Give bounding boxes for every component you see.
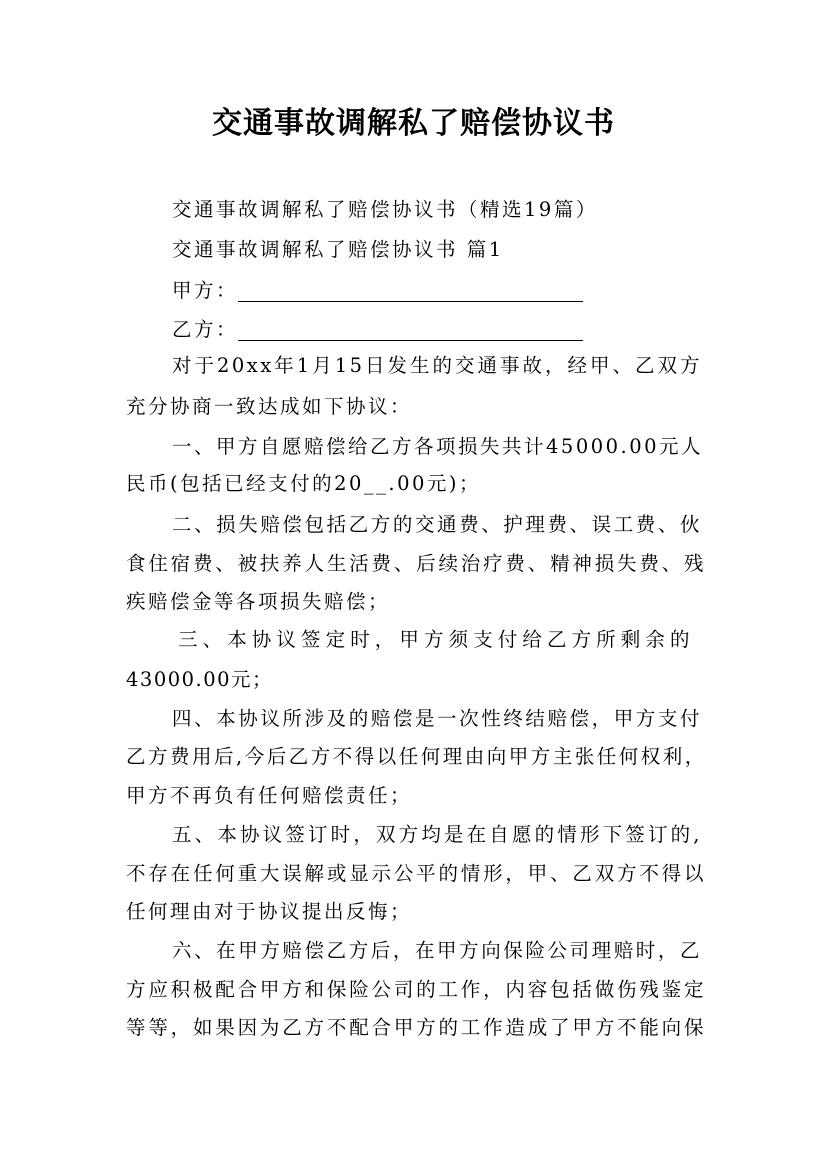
party-a-label: 甲方： <box>172 279 239 302</box>
party-b-line <box>172 312 752 348</box>
paragraph-line: 一、甲方自愿赔偿给乙方各项损失共计45000.00元人 <box>172 435 704 458</box>
paragraph-line: 43000.00元； <box>126 668 274 691</box>
party-b-blank <box>238 318 583 341</box>
paragraph-line: 六、在甲方赔偿乙方后，在甲方向保险公司理赔时，乙 <box>172 939 702 962</box>
party-a-line <box>172 273 752 309</box>
paragraph-line: 二、损失赔偿包括乙方的交通费、护理费、误工费、伙 <box>172 513 702 536</box>
party-a-blank <box>238 279 583 302</box>
document-title: 交通事故调解私了赔偿协议书 <box>212 106 615 141</box>
paragraph-line: 民币(包括已经支付的20__.00元)； <box>126 472 482 495</box>
document-subtitle: 交通事故调解私了赔偿协议书（精选19篇） <box>172 198 598 221</box>
paragraph-line: 三、本协议签定时，甲方须支付给乙方所剩余的 <box>178 628 692 651</box>
paragraph-line: 四、本协议所涉及的赔偿是一次性终结赔偿，甲方支付 <box>172 707 702 730</box>
paragraph-line: 任何理由对于协议提出反悔； <box>126 900 413 923</box>
section-heading: 交通事故调解私了赔偿协议书 篇1 <box>172 238 504 261</box>
paragraph-line: 对于20xx年1月15日发生的交通事故，经甲、乙双方 <box>172 354 702 377</box>
paragraph-line: 食住宿费、被扶养人生活费、后续治疗费、精神损失费、残 <box>126 552 706 575</box>
paragraph-line: 五、本协议签订时，双方均是在自愿的情形下签订的, <box>172 823 702 846</box>
paragraph-line: 乙方费用后,今后乙方不得以任何理由向甲方主张任何权利， <box>126 745 707 768</box>
paragraph-line: 充分协商一致达成如下协议： <box>126 395 413 418</box>
paragraph-line: 甲方不再负有任何赔偿责任； <box>126 784 413 807</box>
party-b-label: 乙方： <box>172 318 239 341</box>
paragraph-line: 等等，如果因为乙方不配合甲方的工作造成了甲方不能向保 <box>126 1016 706 1039</box>
paragraph-line: 疾赔偿金等各项损失赔偿； <box>126 590 391 613</box>
paragraph-line: 不存在任何重大误解或显示公平的情形，甲、乙双方不得以 <box>126 862 706 885</box>
paragraph-line: 方应积极配合甲方和保险公司的工作，内容包括做伤残鉴定 <box>126 978 706 1001</box>
